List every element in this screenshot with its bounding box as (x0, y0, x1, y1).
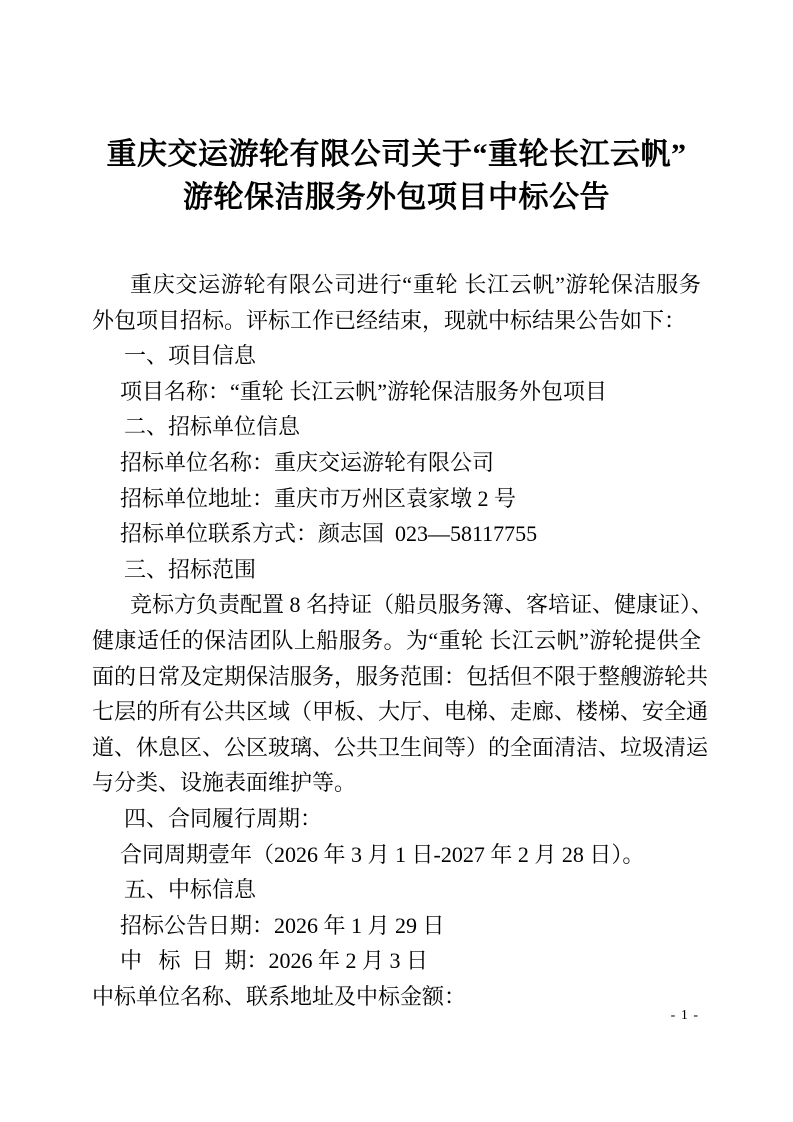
document-line: 招标公告日期：2026 年 1 月 29 日 (120, 912, 445, 938)
document-line: 健康适任的保洁团队上船服务。为“重轮 长江云帆”游轮提供全 (92, 627, 701, 653)
document-line: 竞标方负责配置 8 名持证（船员服务簿、客培证、健康证）、 (130, 592, 714, 618)
document-line: 招标单位名称：重庆交运游轮有限公司 (120, 449, 495, 475)
document-line: 外包项目招标。评标工作已经结束，现就中标结果公告如下： (92, 307, 687, 333)
document-line: 与分类、设施表面维护等。 (92, 770, 357, 796)
document-line: 四、合同履行周期： (124, 805, 323, 831)
document-body (92, 267, 714, 1014)
document-line: 七层的所有公共区域（甲板、大厅、电梯、走廊、楼梯、安全通 (92, 699, 709, 725)
document-line: 招标单位联系方式：颜志国 023—58117755 (120, 521, 538, 547)
document-line: 中标单位名称、联系地址及中标金额： (92, 983, 467, 1009)
document-line: 中 标 日 期：2026 年 2 月 3 日 (120, 948, 429, 974)
document-line: 重庆交运游轮有限公司进行“重轮 长江云帆”游轮保洁服务 (130, 272, 701, 297)
page-number: - 1 - (670, 1008, 699, 1023)
document-line: 一、项目信息 (124, 343, 257, 369)
document-line: 三、招标范围 (124, 556, 257, 582)
document-title (92, 133, 701, 219)
document-title-line1: 重庆交运游轮有限公司关于“重轮长江云帆” (106, 138, 687, 171)
document-title-line2: 游轮保洁服务外包项目中标公告 (183, 181, 610, 214)
document-line: 项目名称：“重轮 长江云帆”游轮保洁服务外包项目 (120, 378, 608, 404)
document-line: 二、招标单位信息 (124, 414, 301, 440)
document-line: 道、休息区、公区玻璃、公共卫生间等）的全面清洁、垃圾清运 (92, 734, 709, 760)
document-line: 合同周期壹年（2026 年 3 月 1 日-2027 年 2 月 28 日）。 (120, 841, 645, 867)
document-line: 面的日常及定期保洁服务，服务范围：包括但不限于整艘游轮共 (92, 663, 709, 689)
document-line: 五、中标信息 (124, 877, 257, 903)
document-line: 招标单位地址：重庆市万州区袁家墩 2 号 (120, 485, 517, 511)
